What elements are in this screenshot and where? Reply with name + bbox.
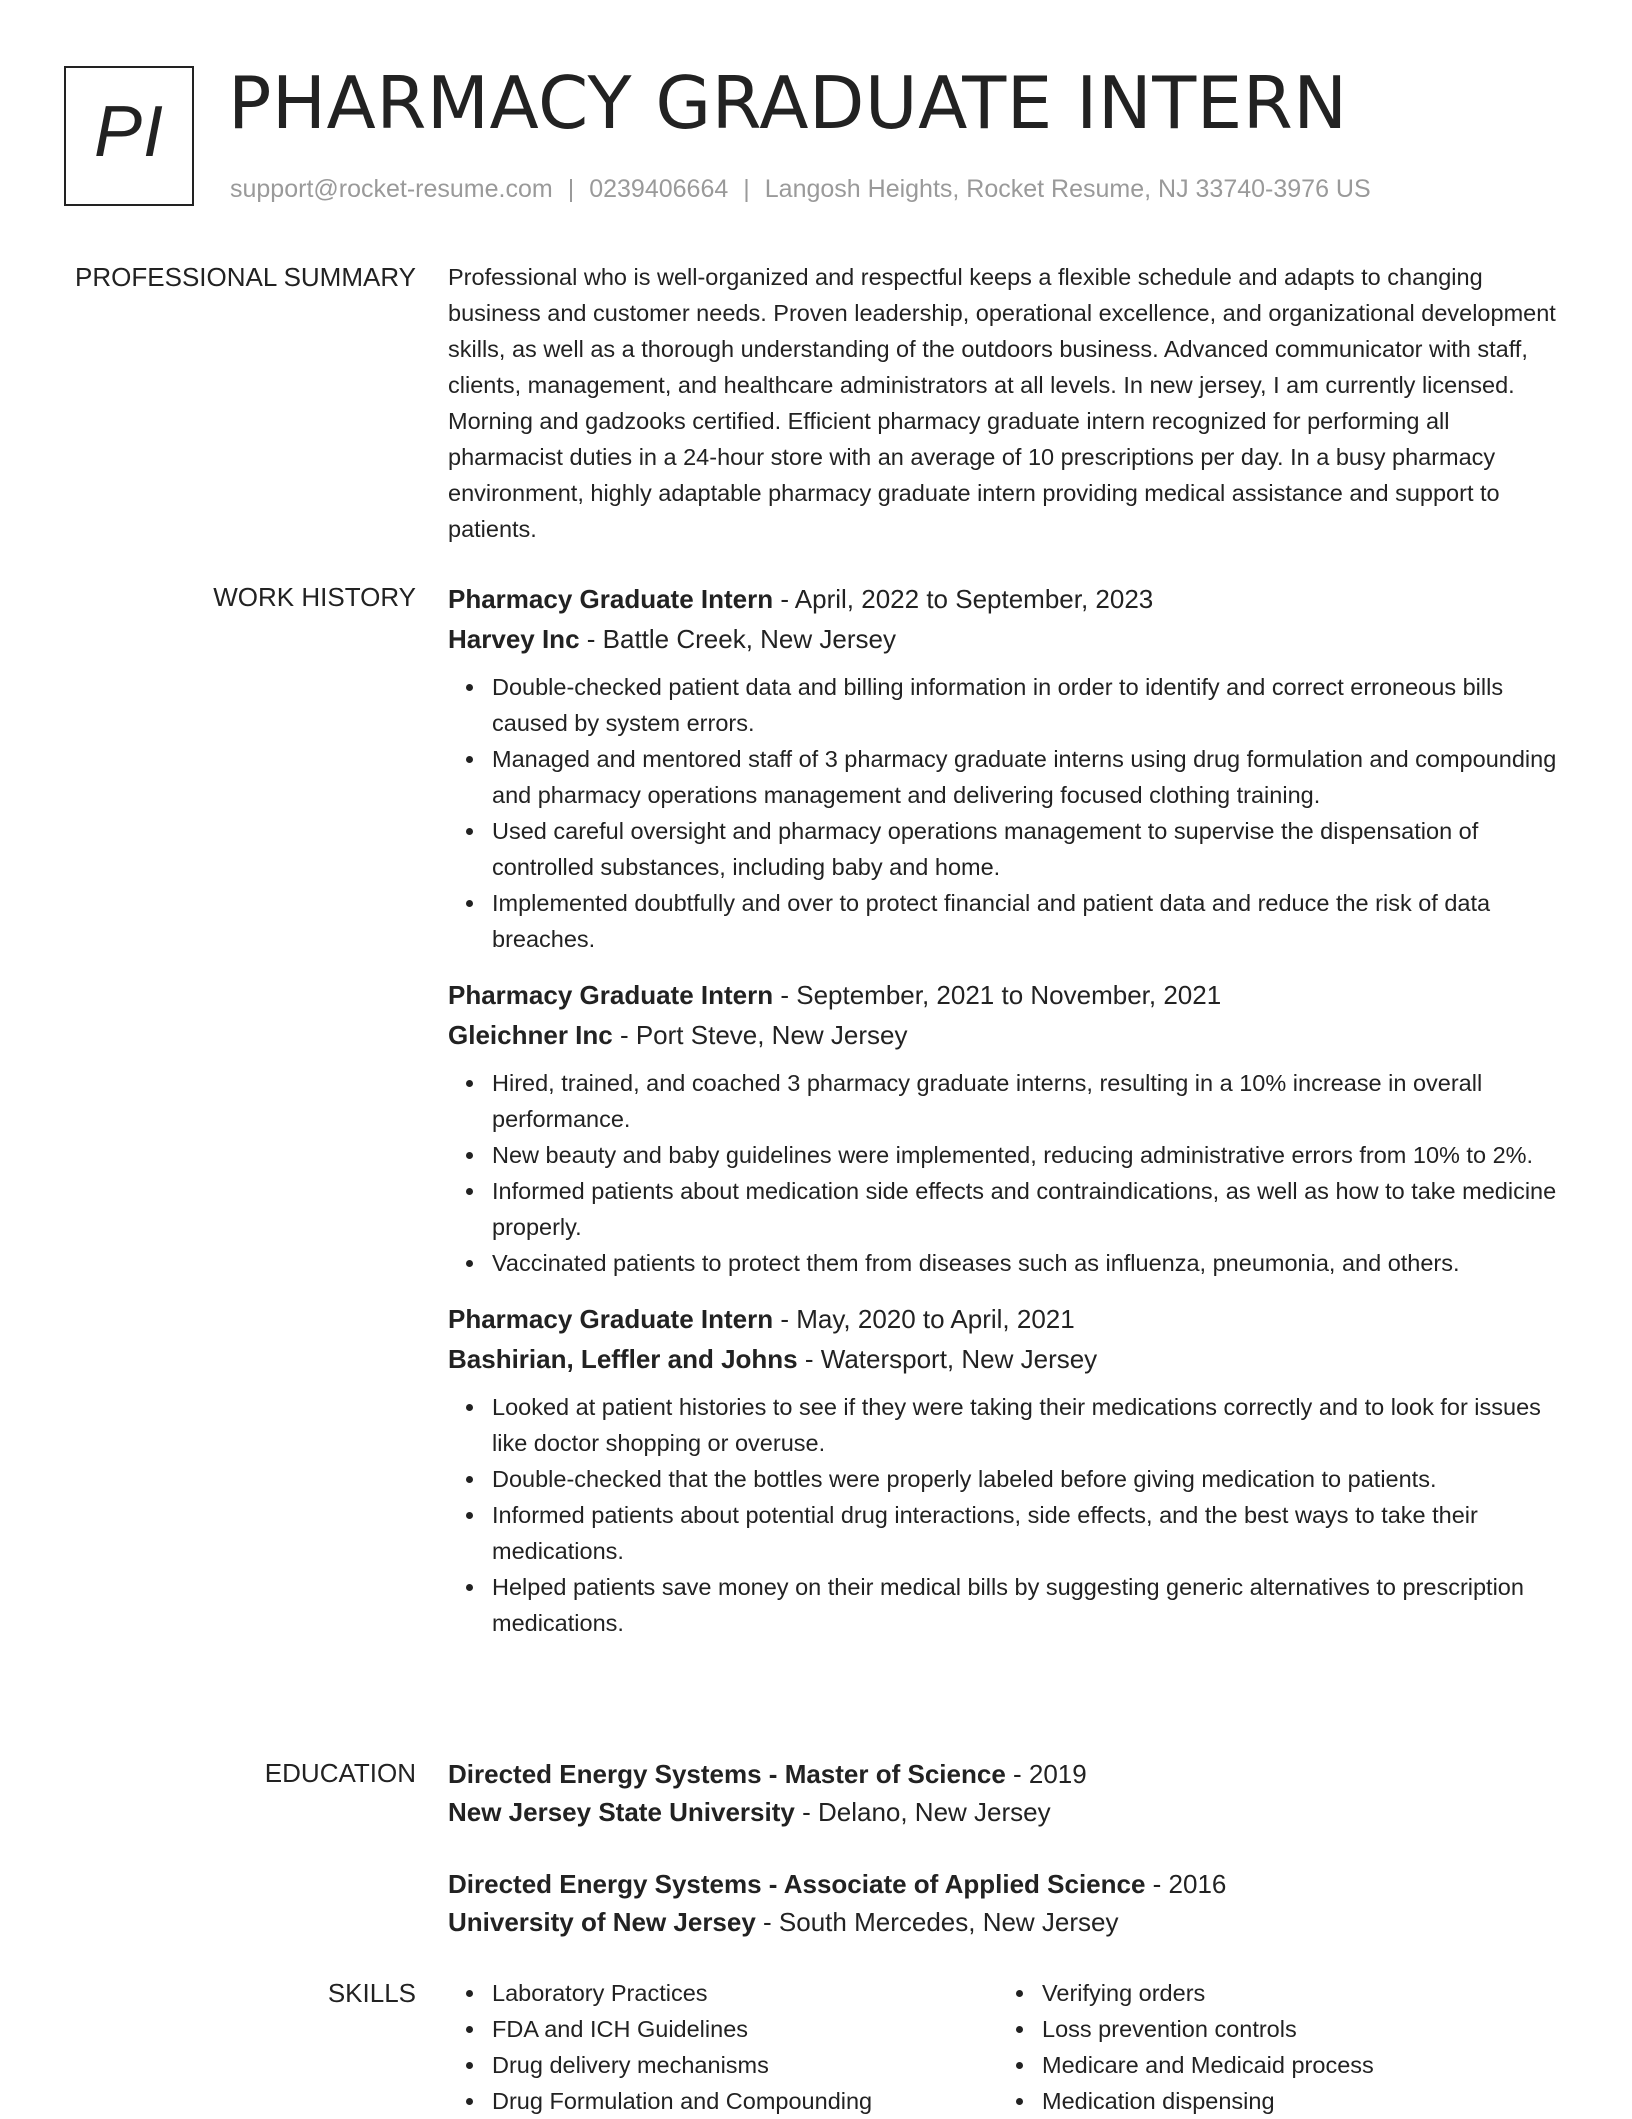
skill-item: Medicare and Medicaid process: [1042, 2047, 1548, 2083]
job-title: Pharmacy Graduate Intern: [448, 1304, 774, 1334]
skill-item: Loss prevention controls: [1042, 2011, 1548, 2047]
job-bullet: Used careful oversight and pharmacy operations management to supervise the dispensation of controlled substances, including baby and home.: [492, 813, 1568, 885]
summary-body: [448, 259, 1568, 547]
skill-item: Laboratory Practices: [492, 1975, 998, 2011]
education-degree: Directed Energy Systems - Master of Science: [448, 1759, 1006, 1789]
job-company: Bashirian, Leffler and Johns: [448, 1344, 798, 1374]
job-title-line: [448, 579, 1568, 619]
education-degree-line: [448, 1865, 1568, 1903]
job-dates: - September, 2021 to November, 2021: [773, 980, 1222, 1010]
job-company: Harvey Inc: [448, 624, 580, 654]
education-location: - Delano, New Jersey: [794, 1797, 1051, 1827]
monogram-badge: [64, 66, 194, 206]
job-entry: [448, 1299, 1568, 1641]
skills-column-1: [448, 1975, 998, 2119]
skill-item: FDA and ICH Guidelines: [492, 2011, 998, 2047]
education-year: - 2016: [1145, 1869, 1227, 1899]
job-title-line: [448, 1299, 1568, 1339]
education-school-line: [448, 1903, 1568, 1941]
skills-body: [448, 1975, 1568, 2119]
education-degree-line: [448, 1755, 1568, 1793]
job-bullet: Helped patients save money on their medical bills by suggesting generic alternatives to prescription medications.: [492, 1569, 1568, 1641]
job-bullet: Managed and mentored staff of 3 pharmacy graduate interns using drug formulation and compounding and pharmacy operations management and delivering focused clothing training.: [492, 741, 1568, 813]
education-school: University of New Jersey: [448, 1907, 756, 1937]
contact-phone[interactable]: 0239406664: [589, 175, 729, 203]
skill-item: Verifying orders: [1042, 1975, 1548, 2011]
job-bullets: [448, 669, 1568, 957]
job-title: Pharmacy Graduate Intern: [448, 584, 774, 614]
section-label-summary: PROFESSIONAL SUMMARY: [75, 262, 416, 292]
education-school-line: [448, 1793, 1568, 1831]
education-location: - South Mercedes, New Jersey: [755, 1907, 1119, 1937]
monogram-text: PI: [93, 92, 165, 172]
job-bullet: Implemented doubtfully and over to protect financial and patient data and reduce the risk of data breaches.: [492, 885, 1568, 957]
job-dates: - April, 2022 to September, 2023: [773, 584, 1154, 614]
job-bullet: Informed patients about potential drug interactions, side effects, and the best ways to take their medications.: [492, 1497, 1568, 1569]
job-bullet: Hired, trained, and coached 3 pharmacy graduate interns, resulting in a 10% increase in overall performance.: [492, 1065, 1568, 1137]
job-entry: [448, 975, 1568, 1281]
job-bullets: [448, 1389, 1568, 1641]
education-school: New Jersey State University: [448, 1797, 795, 1827]
contact-address: Langosh Heights, Rocket Resume, NJ 33740-3976 US: [764, 175, 1371, 203]
skill-item: Drug Formulation and Compounding: [492, 2083, 998, 2119]
job-bullet: Vaccinated patients to protect them from diseases such as influenza, pneumonia, and others.: [492, 1245, 1568, 1281]
education-body: [448, 1755, 1568, 1975]
section-label-education: EDUCATION: [264, 1758, 416, 1788]
contact-line: [230, 175, 1371, 204]
job-bullet: New beauty and baby guidelines were implemented, reducing administrative errors from 10% to 2%.: [492, 1137, 1568, 1173]
contact-separator: |: [567, 175, 575, 203]
contact-email[interactable]: support@rocket-resume.com: [230, 175, 553, 203]
job-company: Gleichner Inc: [448, 1020, 613, 1050]
job-entry: [448, 579, 1568, 957]
education-year: - 2019: [1005, 1759, 1087, 1789]
contact-separator: |: [743, 175, 750, 203]
job-company-line: [448, 1339, 1568, 1379]
job-bullet: Double-checked that the bottles were properly labeled before giving medication to patients.: [492, 1461, 1568, 1497]
education-entry: [448, 1755, 1568, 1831]
job-location: - Battle Creek, New Jersey: [579, 624, 896, 654]
education-entry: [448, 1865, 1568, 1941]
job-bullets: [448, 1065, 1568, 1281]
resume-title: PHARMACY GRADUATE INTERN: [228, 61, 1348, 145]
section-label-work-history: WORK HISTORY: [213, 582, 416, 612]
job-company-line: [448, 619, 1568, 659]
skills-column-2: [998, 1975, 1548, 2119]
job-dates: - May, 2020 to April, 2021: [773, 1304, 1075, 1334]
job-company-line: [448, 1015, 1568, 1055]
skill-item: Medication dispensing: [1042, 2083, 1548, 2119]
job-bullet: Informed patients about medication side effects and contraindications, as well as how to take medicine properly.: [492, 1173, 1568, 1245]
job-location: - Watersport, New Jersey: [797, 1344, 1098, 1374]
job-title: Pharmacy Graduate Intern: [448, 980, 774, 1010]
skill-item: Drug delivery mechanisms: [492, 2047, 998, 2083]
job-bullet: Double-checked patient data and billing information in order to identify and correct erroneous bills caused by system errors.: [492, 669, 1568, 741]
summary-text: Professional who is well-organized and respectful keeps a flexible schedule and adapts to changing business and customer needs. Proven leadership, operational excellence, and organizational development skills, as well as a thorough understanding of the outdoors business. Advanced communicator with staff, clients, management, and healthcare administrators at all levels. In new jersey, I am currently licensed. Morning and gadzooks certified. Efficient pharmacy graduate intern recognized for performing all pharmacist duties in a 24-hour store with an average of 10 prescriptions per day. In a busy pharmacy environment, highly adaptable pharmacy graduate intern providing medical assistance and support to patients.: [448, 264, 1556, 542]
section-label-skills: SKILLS: [327, 1978, 416, 2008]
job-title-line: [448, 975, 1568, 1015]
job-bullet: Looked at patient histories to see if they were taking their medications correctly and to look for issues like doctor shopping or overuse.: [492, 1389, 1568, 1461]
work-history-body: [448, 579, 1568, 1659]
job-location: - Port Steve, New Jersey: [612, 1020, 908, 1050]
education-degree: Directed Energy Systems - Associate of Applied Science: [448, 1869, 1146, 1899]
